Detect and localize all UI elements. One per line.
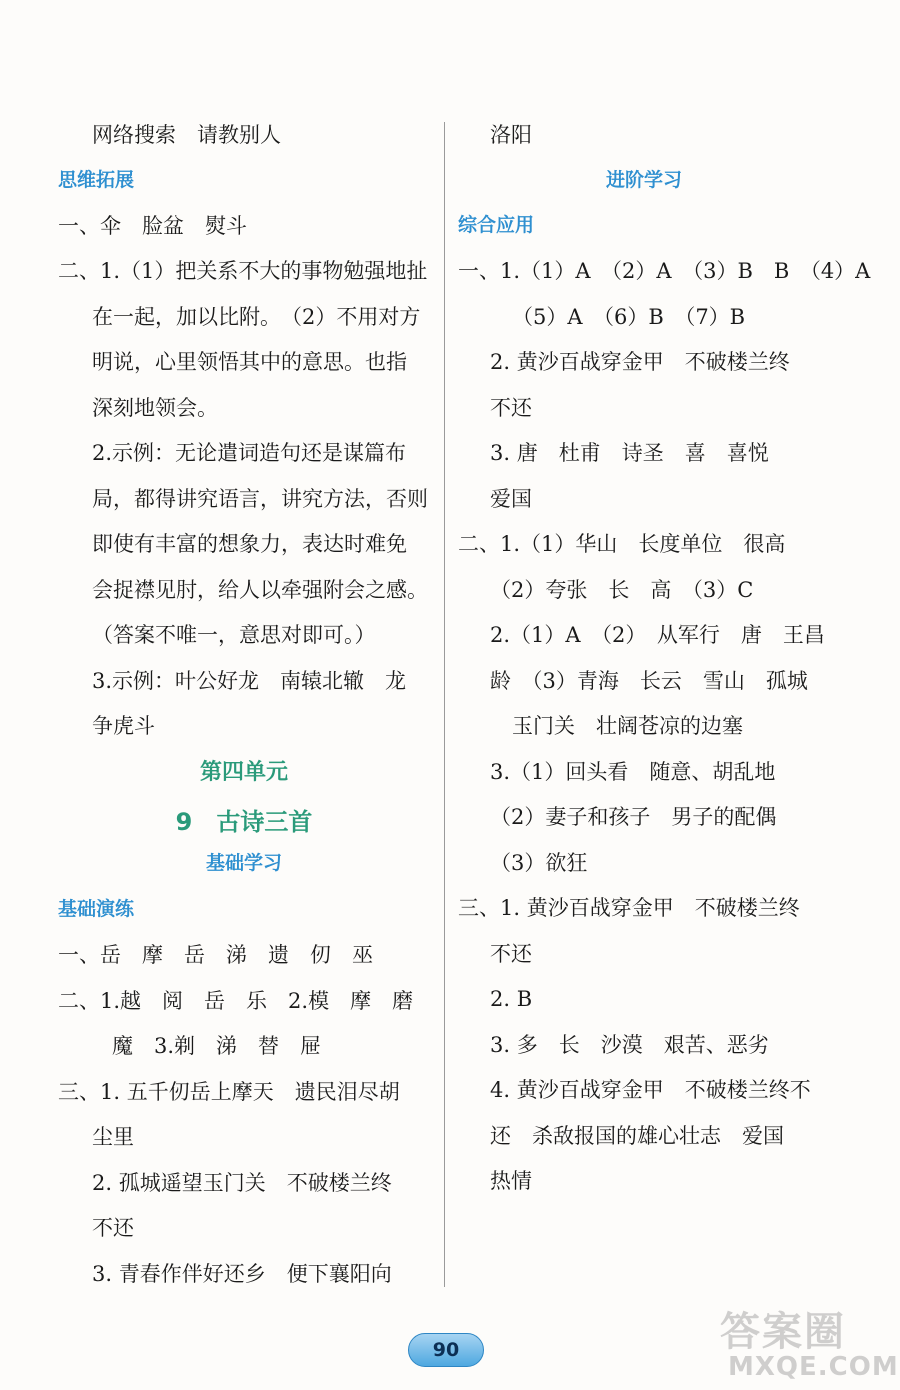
text-line: 还 杀敌报国的雄心壮志 爱国 bbox=[490, 1124, 784, 1148]
text-line: 洛阳 bbox=[490, 123, 532, 147]
watermark-top: 答案圈 bbox=[720, 1309, 846, 1355]
text-line: （3）欲狂 bbox=[490, 851, 588, 875]
text-line: 2.示例：无论遣词造句还是谋篇布 bbox=[92, 441, 407, 465]
text-line: （2）妻子和孩子 男子的配偶 bbox=[490, 805, 777, 829]
text-line: 3.示例：叶公好龙 南辕北辙 龙 bbox=[92, 669, 407, 693]
text-line: 明说，心里领悟其中的意思。也指 bbox=[92, 350, 407, 374]
text-line: 玉门关 壮阔苍凉的边塞 bbox=[512, 714, 743, 738]
text-line: 争虎斗 bbox=[92, 714, 155, 738]
text-line: 2. 黄沙百战穿金甲 不破楼兰终 bbox=[490, 350, 790, 374]
text-line: 局，都得讲究语言，讲究方法，否则 bbox=[92, 487, 428, 511]
text-line: 3. 青春作伴好还乡 便下襄阳向 bbox=[92, 1262, 392, 1286]
text-line: 龄 （3）青海 长云 雪山 孤城 bbox=[490, 669, 808, 693]
text-line: 热情 bbox=[490, 1169, 532, 1193]
text-line: 2. B bbox=[490, 987, 533, 1011]
unit-title: 第四单元 bbox=[199, 760, 288, 785]
text-line: 深刻地领会。 bbox=[92, 396, 218, 420]
text-line: 魔 3.剃 涕 替 屉 bbox=[112, 1034, 322, 1058]
text-line: （5）A （6）B （7）B bbox=[512, 305, 746, 329]
text-line: 即使有丰富的想象力，表达时难免 bbox=[92, 532, 407, 556]
page-number: 90 bbox=[408, 1333, 484, 1367]
text-line: 2. 孤城遥望玉门关 不破楼兰终 bbox=[92, 1171, 392, 1195]
lesson-title: 9 古诗三首 bbox=[175, 808, 313, 836]
text-line: 在一起，加以比附。 （2）不用对方 bbox=[92, 305, 421, 329]
text-line: 一、1.（1）A （2）A （3）B B （4）A bbox=[458, 259, 871, 283]
text-line: 二、1.（1）华山 长度单位 很高 bbox=[458, 532, 786, 556]
column-divider bbox=[444, 122, 445, 1287]
text-line: 尘里 bbox=[92, 1125, 134, 1149]
text-line: 4. 黄沙百战穿金甲 不破楼兰终不 bbox=[490, 1078, 811, 1102]
watermark-logo bbox=[720, 1300, 899, 1385]
text-line: 不还 bbox=[490, 942, 532, 966]
text-line: 会捉襟见肘，给人以牵强附会之感。 bbox=[92, 578, 428, 602]
watermark-bottom: MXQE.COM bbox=[728, 1352, 899, 1382]
text-line: 不还 bbox=[92, 1216, 134, 1240]
subsection-advanced-study: 进阶学习 bbox=[605, 169, 682, 191]
text-line: 二、1.越 阅 岳 乐 2.模 摩 磨 bbox=[58, 989, 414, 1013]
section-heading-basic-practice: 基础演练 bbox=[58, 898, 135, 920]
text-line: 2.（1）A （2） 从军行 唐 王昌 bbox=[490, 623, 825, 647]
text-line: 不还 bbox=[490, 396, 532, 420]
text-line: 三、1. 黄沙百战穿金甲 不破楼兰终 bbox=[458, 896, 800, 920]
text-line: 网络搜索 请教别人 bbox=[92, 123, 281, 147]
text-line: 一、伞 脸盆 熨斗 bbox=[58, 214, 247, 238]
section-heading-comprehensive: 综合应用 bbox=[458, 214, 535, 236]
text-line: （答案不唯一，意思对即可。） bbox=[92, 623, 376, 647]
text-line: 二、1.（1）把关系不大的事物勉强地扯 bbox=[58, 259, 428, 283]
text-line: 3. 唐 杜甫 诗圣 喜 喜悦 bbox=[490, 441, 769, 465]
text-line: （2）夸张 长 高 （3）C bbox=[490, 578, 754, 602]
section-heading-thinking: 思维拓展 bbox=[58, 169, 135, 191]
text-line: 3. 多 长 沙漠 艰苦、恶劣 bbox=[490, 1033, 769, 1057]
text-line: 爱国 bbox=[490, 487, 532, 511]
text-line: 一、岳 摩 岳 涕 遗 仞 巫 bbox=[58, 943, 373, 967]
text-line: 3.（1）回头看 随意、胡乱地 bbox=[490, 760, 776, 784]
subsection-basic-study: 基础学习 bbox=[205, 852, 282, 874]
text-line: 三、1. 五千仞岳上摩天 遗民泪尽胡 bbox=[58, 1080, 400, 1104]
